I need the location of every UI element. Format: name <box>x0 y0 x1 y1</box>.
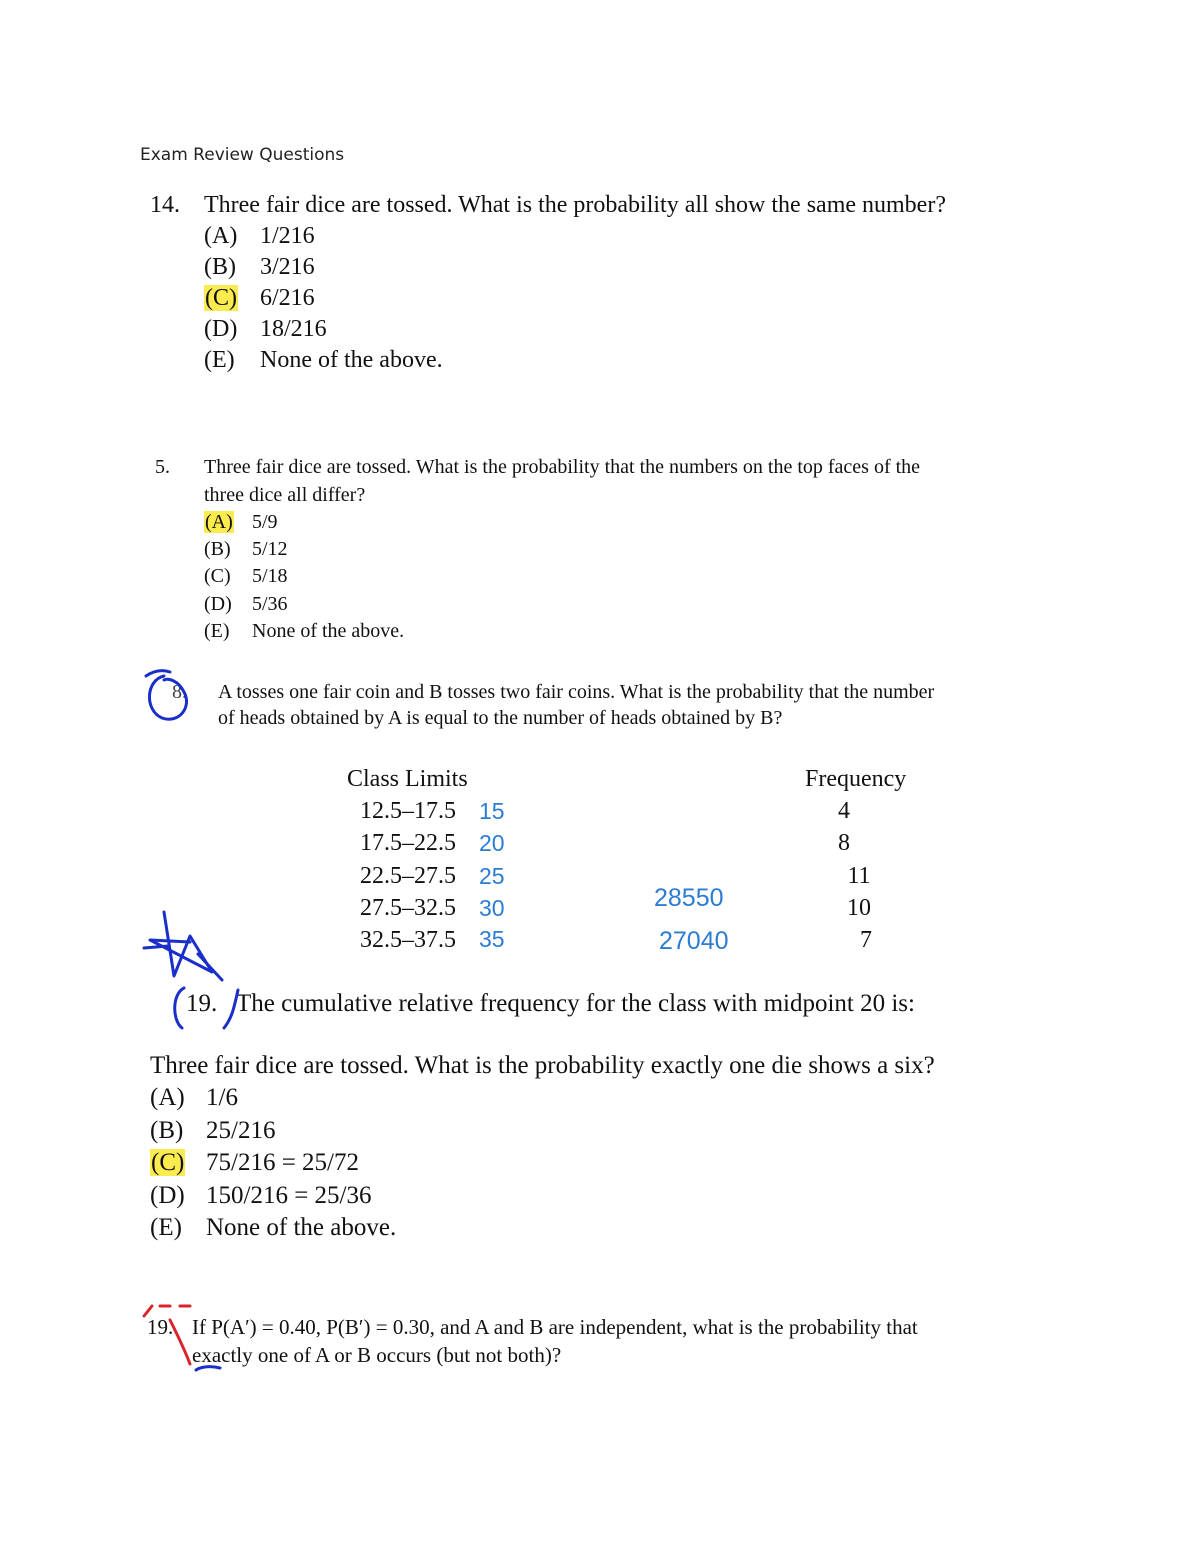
q14-number: 14. <box>150 192 180 218</box>
q14-question: Three fair dice are tossed. What is the probability all show the same number? <box>204 192 946 218</box>
handwritten-midpoint: 25 <box>479 863 505 889</box>
table-cell-frequency: 4 <box>838 798 850 824</box>
pen-star-annotation <box>138 906 230 986</box>
option-text: 5/36 <box>252 593 288 615</box>
q5-number: 5. <box>155 456 170 478</box>
table-cell-limits: 22.5–27.5 <box>360 863 456 889</box>
q-six-question: Three fair dice are tossed. What is the probability exactly one die shows a six? <box>150 1052 935 1079</box>
q14-option-d <box>204 316 327 343</box>
q5-option-d <box>204 593 288 616</box>
option-letter: (E) <box>150 1214 182 1241</box>
q5-option-c <box>204 565 288 588</box>
option-text: 5/12 <box>252 538 288 560</box>
option-letter: (A) <box>204 223 238 249</box>
option-letter: (D) <box>150 1182 185 1209</box>
handwritten-sum-2: 27040 <box>659 927 729 955</box>
option-text: 1/6 <box>206 1084 238 1111</box>
table-cell-limits: 32.5–37.5 <box>360 927 456 953</box>
option-letter: (E) <box>204 620 230 642</box>
option-text: None of the above. <box>252 620 405 642</box>
q5-option-a <box>204 511 278 534</box>
option-text: 150/216 = 25/36 <box>206 1182 372 1209</box>
q19a-text: The cumulative relative frequency for the class with midpoint 20 is: <box>236 990 915 1017</box>
option-text: 6/216 <box>260 285 315 311</box>
table-cell-limits: 12.5–17.5 <box>360 798 456 824</box>
pen-circle-annotation <box>136 666 206 728</box>
q8-line2: of heads obtained by A is equal to the number of heads obtained by B? <box>218 707 783 729</box>
option-letter: (D) <box>204 593 232 615</box>
pen-bracket-annotation <box>168 984 248 1032</box>
highlighted-answer: (A) <box>205 511 233 533</box>
option-text: None of the above. <box>260 347 443 373</box>
option-text: 5/18 <box>252 565 288 587</box>
handwritten-midpoint: 15 <box>479 798 505 824</box>
q-six-option-e <box>150 1214 396 1242</box>
option-letter: (B) <box>204 538 231 560</box>
handwritten-midpoint: 35 <box>479 926 505 952</box>
option-text: 3/216 <box>260 254 315 280</box>
table-cell-frequency: 10 <box>847 895 871 921</box>
option-text: 25/216 <box>206 1117 276 1144</box>
handwritten-midpoint: 30 <box>479 895 505 921</box>
q14-option-e <box>204 347 443 374</box>
q-six-option-c <box>150 1149 359 1177</box>
q5-question-line2: three dice all differ? <box>204 484 366 506</box>
option-letter: (B) <box>204 254 236 280</box>
q5-question-line1: Three fair dice are tossed. What is the probability that the numbers on the top faces of the <box>204 456 921 478</box>
table-cell-frequency: 7 <box>860 927 872 953</box>
table-header-class-limits: Class Limits <box>347 766 468 792</box>
q8-number: 8. <box>172 681 187 703</box>
table-cell-frequency: 8 <box>838 830 850 856</box>
q14-option-b <box>204 254 315 281</box>
q14-option-c <box>204 285 315 312</box>
q19b-number: 19. <box>147 1315 174 1339</box>
option-text: 75/216 = 25/72 <box>206 1149 359 1176</box>
table-header-frequency: Frequency <box>805 766 907 792</box>
q5-option-e <box>204 620 404 643</box>
option-letter: (A) <box>150 1084 185 1111</box>
option-text: 5/9 <box>252 511 278 533</box>
option-text: None of the above. <box>206 1214 397 1241</box>
q19b-line1: If P(A′) = 0.40, P(B′) = 0.30, and A and B are independent, what is the probability that <box>192 1315 918 1339</box>
table-cell-limits: 27.5–32.5 <box>360 895 456 921</box>
pen-check-annotation <box>136 1298 226 1378</box>
handwritten-sum-1: 28550 <box>654 884 724 912</box>
option-letter: (C) <box>204 565 231 587</box>
option-text: 1/216 <box>260 223 315 249</box>
highlighted-answer: (C) <box>205 285 237 311</box>
q14-option-a <box>204 223 315 250</box>
q19a-number: 19. <box>186 990 218 1017</box>
q8-line1: A tosses one fair coin and B tosses two fair coins. What is the probability that the number <box>218 681 935 703</box>
q-six-option-a <box>150 1084 238 1112</box>
option-text: 18/216 <box>260 316 327 342</box>
document-header: Exam Review Questions <box>140 145 345 165</box>
q5-option-b <box>204 538 288 561</box>
table-cell-limits: 17.5–22.5 <box>360 830 456 856</box>
q-six-option-b <box>150 1117 275 1145</box>
table-cell-frequency: 11 <box>847 863 871 889</box>
option-letter: (E) <box>204 347 235 373</box>
option-letter: (D) <box>204 316 238 342</box>
q-six-option-d <box>150 1182 372 1210</box>
q19b-line2: exactly one of A or B occurs (but not both)? <box>192 1343 562 1367</box>
option-letter: (B) <box>150 1117 184 1144</box>
handwritten-midpoint: 20 <box>479 830 505 856</box>
highlighted-answer: (C) <box>151 1149 185 1176</box>
